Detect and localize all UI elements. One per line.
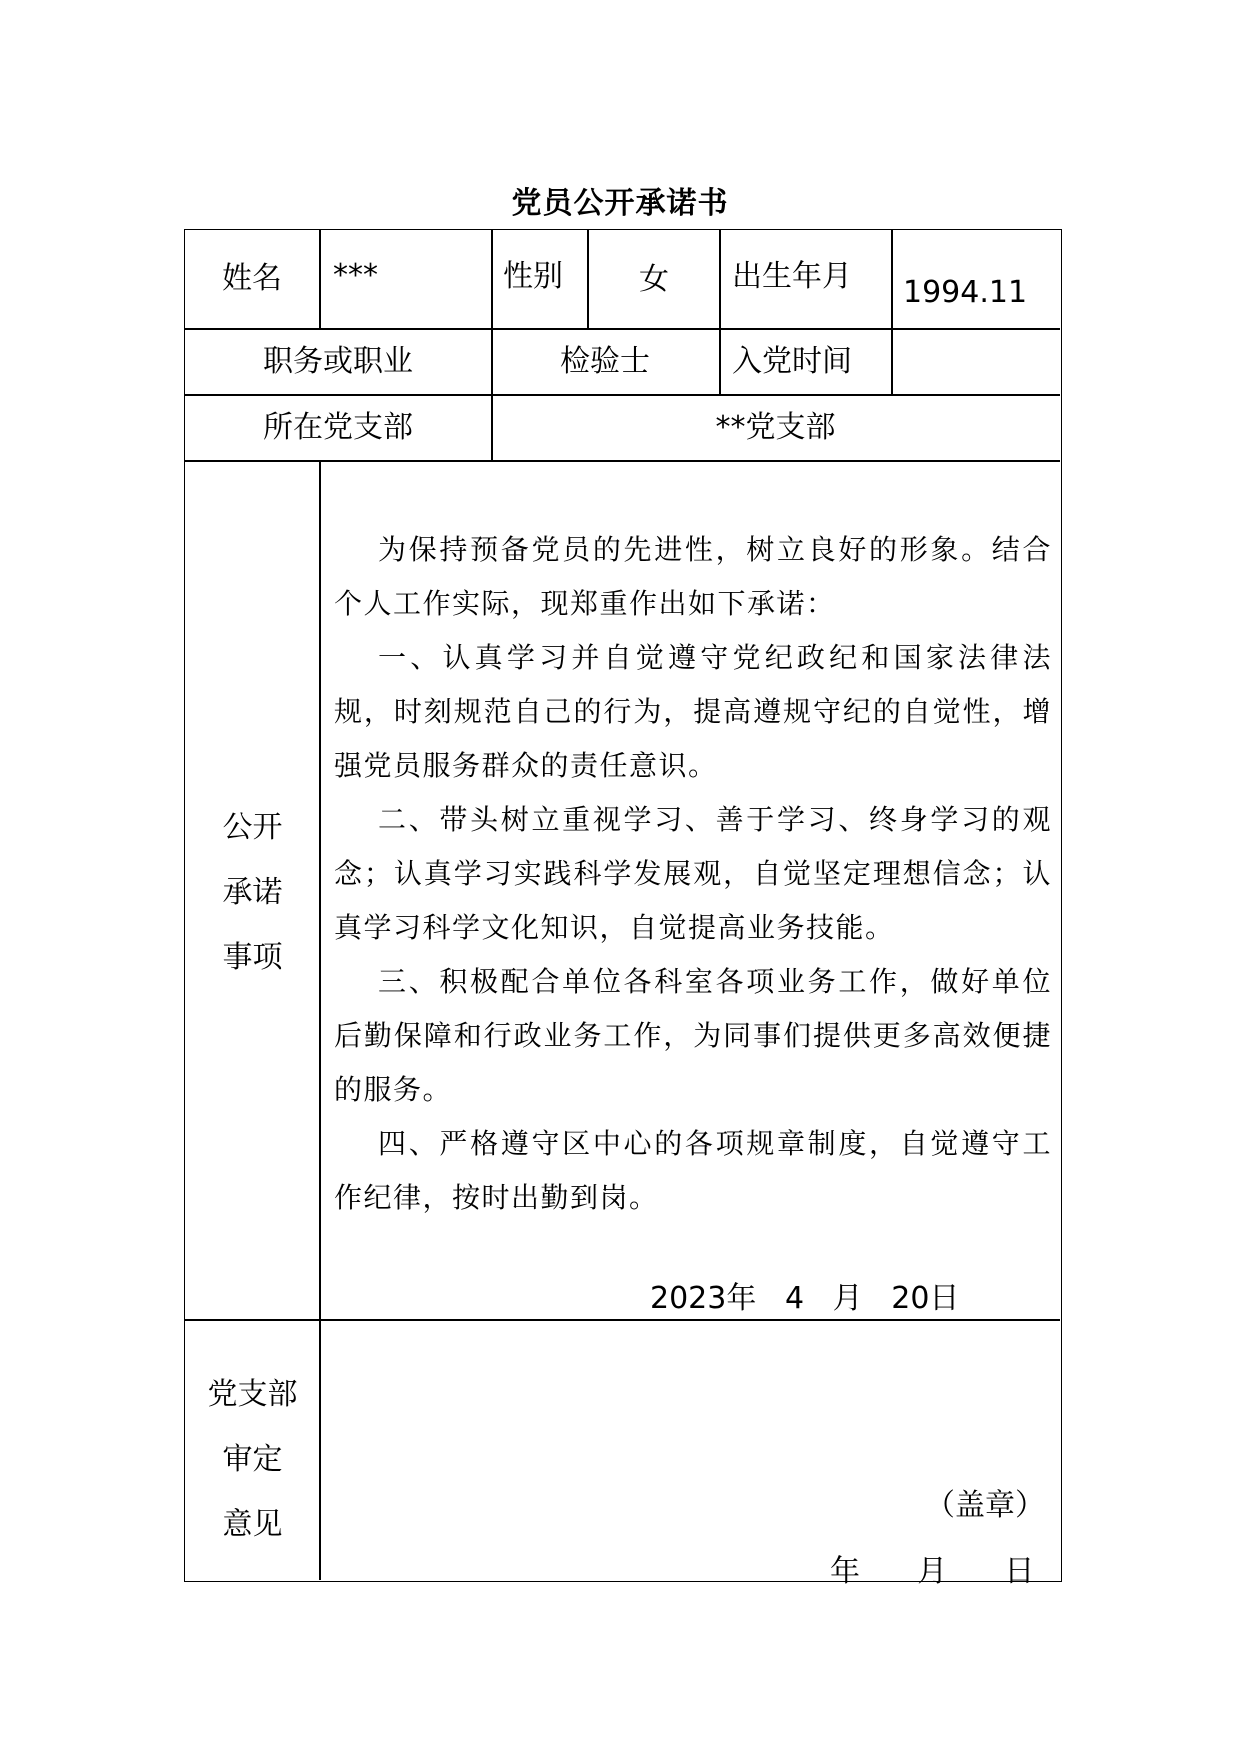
commitment-paragraph: 四、严格遵守区中心的各项规章制度，自觉遵守工作纪律，按时出勤到岗。 (334, 1127, 1052, 1214)
birth-value: 1994.11 (903, 275, 1028, 310)
row-divider (185, 1319, 1060, 1321)
name-label: 姓名 (222, 261, 282, 296)
document-title: 党员公开承诺书 (511, 186, 729, 221)
commitment-paragraph: 一、认真学习并自觉遵守党纪政纪和国家法律法规，时刻规范自己的行为，提高遵规守纪的自觉性，增强党员服务群众的责任意识。 (334, 641, 1052, 782)
commitment-date: 2023年 4 月 20日 (650, 1281, 960, 1316)
commitment-label-line: 事项 (222, 940, 283, 975)
commitment-form (184, 229, 1062, 1589)
stamp-label: （盖章） (925, 1488, 1045, 1523)
col-divider (319, 230, 321, 328)
commitment-paragraph: 为保持预备党员的先进性，树立良好的形象。结合个人工作实际，现郑重作出如下承诺： (334, 533, 1052, 620)
branch-label: 所在党支部 (263, 410, 413, 445)
row-divider (185, 460, 1060, 462)
row-divider (185, 328, 1060, 330)
commitment-text (334, 523, 1052, 1225)
commitment-paragraph: 二、带头树立重视学习、善于学习、终身学习的观念；认真学习实践科学发展观，自觉坚定理想信念；认真学习科学文化知识，自觉提高业务技能。 (334, 803, 1052, 944)
gender-label: 性别 (503, 259, 563, 294)
review-label (185, 1362, 320, 1557)
birth-label: 出生年月 (732, 259, 852, 294)
review-date-line: 年 月 日 (830, 1554, 1035, 1589)
review-label-line: 意见 (222, 1507, 283, 1542)
name-value: *** (333, 258, 378, 293)
commitment-paragraph: 三、积极配合单位各科室各项业务工作，做好单位后勤保障和行政业务工作，为同事们提供更多高效便捷的服务。 (334, 965, 1052, 1106)
col-divider (891, 230, 893, 394)
col-divider (719, 230, 721, 394)
gender-value: 女 (639, 262, 669, 297)
review-label-line: 审定 (222, 1442, 283, 1477)
branch-value: **党支部 (715, 410, 836, 445)
review-label-line: 党支部 (207, 1377, 298, 1412)
commitment-label (185, 795, 320, 990)
join-date-label: 入党时间 (732, 344, 852, 379)
job-value: 检验士 (560, 344, 650, 379)
job-label: 职务或职业 (263, 344, 413, 379)
row-divider (185, 394, 1060, 396)
commitment-label-line: 公开 (222, 810, 283, 845)
commitment-label-line: 承诺 (222, 875, 283, 910)
